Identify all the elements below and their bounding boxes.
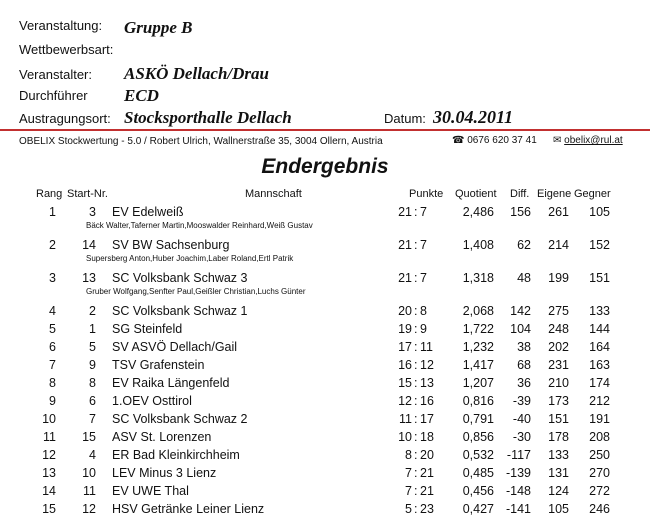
cell-team: ER Bad Kleinkirchheim bbox=[112, 448, 240, 462]
label-datum: Datum: bbox=[384, 111, 426, 126]
cell-eigene: 199 bbox=[548, 271, 569, 285]
cell-diff: -39 bbox=[512, 394, 531, 408]
table-row bbox=[0, 499, 650, 517]
cell-punkte-plus: 12 bbox=[398, 394, 412, 408]
cell-rang: 9 bbox=[49, 394, 56, 408]
cell-team: EV Edelweiß bbox=[112, 205, 184, 219]
table-row bbox=[0, 268, 650, 301]
col-header-rang: Rang bbox=[36, 188, 63, 200]
cell-quotient: 1,408 bbox=[462, 238, 494, 252]
punkte-separator: : bbox=[414, 376, 418, 390]
cell-rang: 11 bbox=[43, 430, 56, 444]
cell-gegner: 212 bbox=[589, 394, 610, 408]
cell-quotient: 0,532 bbox=[462, 448, 494, 462]
table-row bbox=[0, 481, 650, 499]
cell-punkte-minus: 9 bbox=[420, 322, 427, 336]
cell-eigene: 178 bbox=[548, 430, 569, 444]
cell-rang: 7 bbox=[49, 358, 56, 372]
punkte-separator: : bbox=[414, 238, 418, 252]
cell-gegner: 270 bbox=[589, 466, 610, 480]
col-header-team: Mannschaft bbox=[245, 188, 302, 200]
cell-rang: 12 bbox=[42, 448, 56, 462]
cell-team: SV ASVÖ Dellach/Gail bbox=[112, 340, 238, 354]
cell-rang: 1 bbox=[49, 205, 56, 219]
cell-quotient: 0,427 bbox=[462, 502, 494, 516]
cell-start: 7 bbox=[89, 412, 96, 426]
cell-start: 13 bbox=[82, 271, 96, 285]
cell-quotient: 2,486 bbox=[462, 205, 494, 219]
cell-quotient: 0,856 bbox=[462, 430, 494, 444]
cell-punkte-minus: 7 bbox=[420, 271, 427, 285]
cell-start: 5 bbox=[89, 340, 96, 354]
cell-punkte-plus: 15 bbox=[398, 376, 412, 390]
cell-quotient: 1,318 bbox=[462, 271, 494, 285]
col-header-gegner: Gegner bbox=[574, 188, 611, 200]
cell-punkte-plus: 16 bbox=[398, 358, 412, 372]
cell-punkte-plus: 7 bbox=[405, 466, 412, 480]
cell-quotient: 1,417 bbox=[462, 358, 494, 372]
label-wettbewerbsart: Wettbewerbsart: bbox=[19, 42, 114, 57]
cell-start: 2 bbox=[89, 304, 96, 318]
cell-team: SC Volksbank Schwaz 2 bbox=[112, 412, 248, 426]
cell-gegner: 105 bbox=[589, 205, 610, 219]
cell-team: EV Raika Längenfeld bbox=[112, 376, 230, 390]
cell-eigene: 210 bbox=[548, 376, 569, 390]
cell-punkte-plus: 21 bbox=[398, 238, 412, 252]
cell-diff: 142 bbox=[510, 304, 531, 318]
cell-team: EV UWE Thal bbox=[112, 484, 189, 498]
table-row bbox=[0, 235, 650, 268]
punkte-separator: : bbox=[414, 484, 418, 498]
punkte-separator: : bbox=[414, 412, 418, 426]
cell-eigene: 151 bbox=[548, 412, 569, 426]
col-header-diff: Diff. bbox=[510, 188, 530, 200]
punkte-separator: : bbox=[414, 271, 418, 285]
cell-punkte-minus: 16 bbox=[420, 394, 434, 408]
software-credit: OBELIX Stockwertung - 5.0 / Robert Ulrich, Wallnerstraße 35, 3004 Ollern, Austria bbox=[19, 136, 383, 147]
cell-rang: 10 bbox=[42, 412, 56, 426]
cell-diff: 36 bbox=[517, 376, 531, 390]
cell-punkte-minus: 8 bbox=[420, 304, 427, 318]
label-veranstalter: Veranstalter: bbox=[19, 67, 92, 82]
punkte-separator: : bbox=[414, 205, 418, 219]
value-veranstalter: ASKÖ Dellach/Drau bbox=[124, 64, 269, 83]
page-title: Endergebnis bbox=[261, 155, 389, 178]
cell-start: 10 bbox=[82, 466, 96, 480]
cell-quotient: 1,722 bbox=[462, 322, 494, 336]
cell-diff: -139 bbox=[505, 466, 531, 480]
table-row bbox=[0, 391, 650, 409]
phone-icon: ☎ bbox=[452, 135, 465, 146]
cell-gegner: 272 bbox=[589, 484, 610, 498]
cell-gegner: 164 bbox=[589, 340, 610, 354]
cell-eigene: 248 bbox=[548, 322, 569, 336]
cell-rang: 6 bbox=[49, 340, 56, 354]
label-durchfuehrer: Durchführer bbox=[19, 88, 88, 103]
cell-start: 15 bbox=[82, 430, 96, 444]
cell-punkte-plus: 17 bbox=[398, 340, 412, 354]
punkte-separator: : bbox=[414, 394, 418, 408]
punkte-separator: : bbox=[414, 430, 418, 444]
cell-punkte-minus: 7 bbox=[420, 238, 427, 252]
cell-gegner: 174 bbox=[589, 376, 610, 390]
punkte-separator: : bbox=[414, 358, 418, 372]
cell-diff: 38 bbox=[517, 340, 531, 354]
cell-rang: 3 bbox=[49, 271, 56, 285]
cell-start: 11 bbox=[83, 484, 96, 498]
cell-gegner: 208 bbox=[589, 430, 610, 444]
cell-start: 14 bbox=[82, 238, 96, 252]
cell-punkte-plus: 11 bbox=[399, 412, 412, 426]
cell-start: 1 bbox=[89, 322, 96, 336]
email-address[interactable]: obelix@rul.at bbox=[564, 135, 623, 146]
cell-rang: 2 bbox=[49, 238, 56, 252]
cell-gegner: 191 bbox=[589, 412, 610, 426]
cell-diff: 62 bbox=[517, 238, 531, 252]
col-header-quotient: Quotient bbox=[455, 188, 497, 200]
cell-rang: 8 bbox=[49, 376, 56, 390]
col-header-punkte: Punkte bbox=[409, 188, 444, 200]
results-table bbox=[0, 202, 650, 517]
cell-eigene: 261 bbox=[548, 205, 569, 219]
cell-punkte-minus: 18 bbox=[420, 430, 434, 444]
punkte-separator: : bbox=[414, 502, 418, 516]
cell-gegner: 133 bbox=[589, 304, 610, 318]
cell-punkte-plus: 8 bbox=[405, 448, 412, 462]
cell-diff: -141 bbox=[505, 502, 531, 516]
cell-quotient: 1,232 bbox=[462, 340, 494, 354]
col-header-eigene: Eigene bbox=[537, 188, 572, 200]
table-row bbox=[0, 463, 650, 481]
cell-rang: 15 bbox=[42, 502, 56, 516]
cell-punkte-minus: 23 bbox=[420, 502, 434, 516]
cell-start: 3 bbox=[89, 205, 96, 219]
value-austragungsort: Stocksporthalle Dellach bbox=[124, 108, 292, 127]
cell-eigene: 275 bbox=[548, 304, 569, 318]
cell-punkte-plus: 21 bbox=[398, 205, 412, 219]
phone-number: 0676 620 37 41 bbox=[467, 135, 537, 146]
cell-gegner: 246 bbox=[589, 502, 610, 516]
value-veranstaltung: Gruppe B bbox=[124, 18, 193, 37]
table-row bbox=[0, 319, 650, 337]
cell-punkte-minus: 20 bbox=[420, 448, 434, 462]
table-row bbox=[0, 409, 650, 427]
cell-team: SC Volksbank Schwaz 3 bbox=[112, 271, 248, 285]
cell-eigene: 173 bbox=[548, 394, 569, 408]
cell-rang: 5 bbox=[49, 322, 56, 336]
cell-gegner: 151 bbox=[589, 271, 610, 285]
cell-quotient: 0,791 bbox=[462, 412, 494, 426]
cell-quotient: 1,207 bbox=[462, 376, 494, 390]
cell-quotient: 0,456 bbox=[462, 484, 494, 498]
cell-team: ASV St. Lorenzen bbox=[112, 430, 212, 444]
cell-quotient: 0,816 bbox=[462, 394, 494, 408]
cell-team: TSV Grafenstein bbox=[112, 358, 205, 372]
cell-gegner: 250 bbox=[589, 448, 610, 462]
phone-contact bbox=[452, 135, 537, 146]
cell-gegner: 152 bbox=[589, 238, 610, 252]
cell-quotient: 0,485 bbox=[462, 466, 494, 480]
cell-team: SV BW Sachsenburg bbox=[112, 238, 230, 252]
punkte-separator: : bbox=[414, 448, 418, 462]
table-row bbox=[0, 355, 650, 373]
label-veranstaltung: Veranstaltung: bbox=[19, 18, 103, 33]
team-members: Gruber Wolfgang,Senfter Paul,Geißler Christian,Luchs Günter bbox=[86, 287, 306, 296]
cell-rang: 14 bbox=[42, 484, 56, 498]
cell-team: HSV Getränke Leiner Lienz bbox=[112, 502, 265, 516]
cell-diff: -40 bbox=[512, 412, 531, 426]
cell-diff: 48 bbox=[517, 271, 531, 285]
cell-start: 12 bbox=[82, 502, 96, 516]
cell-quotient: 2,068 bbox=[462, 304, 494, 318]
cell-rang: 13 bbox=[42, 466, 56, 480]
cell-eigene: 105 bbox=[548, 502, 569, 516]
cell-diff: 156 bbox=[510, 205, 531, 219]
value-durchfuehrer: ECD bbox=[124, 86, 159, 105]
header-divider bbox=[0, 129, 650, 131]
col-header-start: Start-Nr. bbox=[67, 188, 108, 200]
cell-eigene: 214 bbox=[548, 238, 569, 252]
cell-diff: 68 bbox=[517, 358, 531, 372]
cell-punkte-minus: 17 bbox=[420, 412, 434, 426]
table-row bbox=[0, 427, 650, 445]
cell-punkte-minus: 7 bbox=[420, 205, 427, 219]
cell-eigene: 124 bbox=[548, 484, 569, 498]
cell-start: 8 bbox=[89, 376, 96, 390]
cell-punkte-plus: 19 bbox=[398, 322, 412, 336]
table-row bbox=[0, 373, 650, 391]
cell-diff: -148 bbox=[505, 484, 531, 498]
cell-diff: -117 bbox=[506, 448, 531, 462]
cell-punkte-plus: 5 bbox=[405, 502, 412, 516]
email-contact bbox=[553, 135, 623, 146]
cell-start: 4 bbox=[89, 448, 96, 462]
punkte-separator: : bbox=[414, 340, 418, 354]
cell-punkte-minus: 11 bbox=[420, 340, 433, 354]
cell-rang: 4 bbox=[49, 304, 56, 318]
cell-gegner: 144 bbox=[589, 322, 610, 336]
cell-team: SG Steinfeld bbox=[112, 322, 183, 336]
punkte-separator: : bbox=[414, 466, 418, 480]
punkte-separator: : bbox=[414, 304, 418, 318]
envelope-icon: ✉ bbox=[553, 135, 562, 146]
cell-punkte-plus: 21 bbox=[398, 271, 412, 285]
table-row bbox=[0, 337, 650, 355]
value-datum: 30.04.2011 bbox=[433, 107, 514, 127]
cell-punkte-minus: 12 bbox=[420, 358, 434, 372]
cell-eigene: 131 bbox=[548, 466, 569, 480]
cell-diff: 104 bbox=[510, 322, 531, 336]
cell-eigene: 202 bbox=[548, 340, 569, 354]
cell-punkte-minus: 21 bbox=[420, 484, 434, 498]
cell-eigene: 231 bbox=[548, 358, 569, 372]
label-austragungsort: Austragungsort: bbox=[19, 111, 111, 126]
table-row bbox=[0, 445, 650, 463]
cell-gegner: 163 bbox=[589, 358, 610, 372]
cell-punkte-plus: 20 bbox=[398, 304, 412, 318]
team-members: Supersberg Anton,Huber Joachim,Laber Roland,Ertl Patrik bbox=[86, 254, 294, 263]
cell-start: 9 bbox=[89, 358, 96, 372]
cell-team: SC Volksbank Schwaz 1 bbox=[112, 304, 248, 318]
team-members: Bäck Walter,Taferner Martin,Mooswalder Reinhard,Weiß Gustav bbox=[86, 221, 313, 230]
cell-punkte-plus: 7 bbox=[405, 484, 412, 498]
cell-punkte-plus: 10 bbox=[398, 430, 412, 444]
cell-punkte-minus: 13 bbox=[420, 376, 434, 390]
cell-team: LEV Minus 3 Lienz bbox=[112, 466, 217, 480]
punkte-separator: : bbox=[414, 322, 418, 336]
cell-team: 1.OEV Osttirol bbox=[112, 394, 192, 408]
cell-diff: -30 bbox=[512, 430, 531, 444]
cell-eigene: 133 bbox=[548, 448, 569, 462]
table-row bbox=[0, 202, 650, 235]
cell-start: 6 bbox=[89, 394, 96, 408]
cell-punkte-minus: 21 bbox=[420, 466, 434, 480]
table-row bbox=[0, 301, 650, 319]
